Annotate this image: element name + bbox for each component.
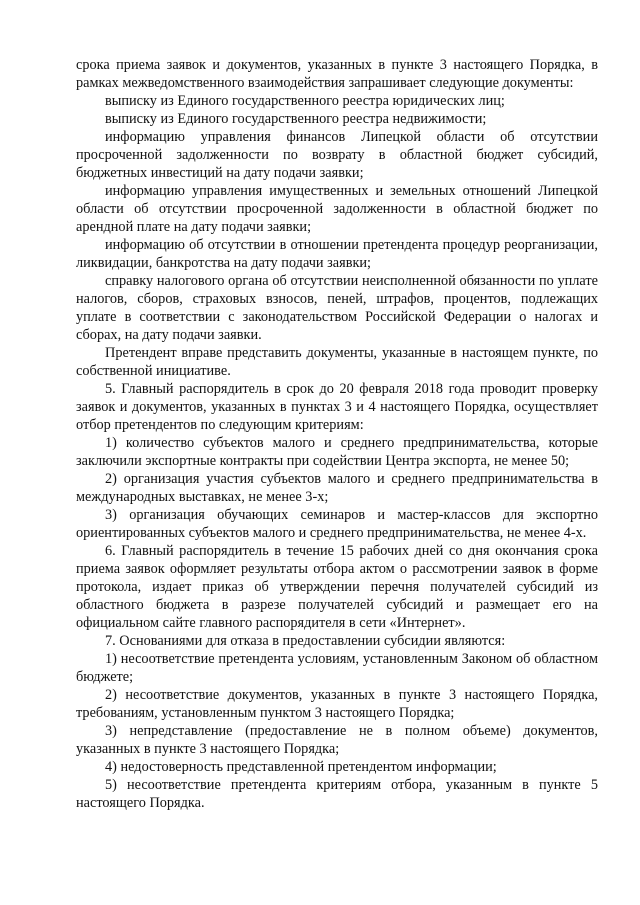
paragraph-tax-certificate: справку налогового органа об отсутствии неисполненной обязанности по уплате налогов, сборов, страховых взносов, пеней, штрафов, процентов, подлежащих уплате в соответствии с законодательством Российской Федерации о налогах и сборах, на дату подачи заявки. — [76, 273, 598, 343]
paragraph-refusal-1: 1) несоответствие претендента условиям, установленным Законом об областном бюджете; — [76, 651, 598, 685]
paragraph-continuation: срока приема заявок и документов, указанных в пункте 3 настоящего Порядка, в рамках межведомственного взаимодействия запрашивает следующие документы: — [76, 57, 598, 91]
paragraph-real-estate-extract: выписку из Единого государственного реестра недвижимости; — [105, 111, 487, 127]
paragraph-legal-entities-extract: выписку из Единого государственного реестра юридических лиц; — [105, 93, 505, 109]
paragraph-criterion-1: 1) количество субъектов малого и среднего предпринимательства, которые заключили экспортные контракты при содействии Центра экспорта, не менее 50; — [76, 435, 598, 469]
paragraph-item-6: 6. Главный распорядитель в течение 15 рабочих дней со дня окончания срока приема заявок оформляет результаты отбора актом о рассмотрении заявок в форме протокола, издает приказ об утверждении перечня получателей субсидий из областного бюджета в разрезе получателей субсидий и размещает его на официальном сайте главного распорядителя в сети «Интернет». — [76, 543, 598, 631]
paragraph-bankruptcy-info: информацию об отсутствии в отношении претендента процедур реорганизации, ликвидации, банкротства на дату подачи заявки; — [76, 237, 598, 271]
paragraph-refusal-5: 5) несоответствие претендента критериям отбора, указанным в пункте 5 настоящего Порядка. — [76, 777, 598, 811]
paragraph-refusal-3: 3) непредставление (предоставление не в полном объеме) документов, указанных в пункте 3 настоящего Порядка; — [76, 723, 598, 757]
paragraph-criterion-2: 2) организация участия субъектов малого и среднего предпринимательства в международных выставках, не менее 3-х; — [76, 471, 598, 505]
paragraph-refusal-4: 4) недостоверность представленной претендентом информации; — [105, 759, 497, 775]
paragraph-criterion-3: 3) организация обучающих семинаров и мастер-классов для экспортно ориентированных субъектов малого и среднего предпринимательства, не менее 4-х. — [76, 507, 598, 541]
paragraph-refusal-2: 2) несоответствие документов, указанных в пункте 3 настоящего Порядка, требованиям, установленным пунктом 3 настоящего Порядка; — [76, 687, 598, 721]
paragraph-own-initiative: Претендент вправе представить документы, указанные в настоящем пункте, по собственной инициативе. — [76, 345, 598, 379]
paragraph-property-info: информацию управления имущественных и земельных отношений Липецкой области об отсутствии просроченной задолженности в областной бюджет по арендной плате на дату подачи заявки; — [76, 183, 598, 235]
paragraph-item-7: 7. Основаниями для отказа в предоставлении субсидии являются: — [105, 633, 506, 649]
paragraph-item-5: 5. Главный распорядитель в срок до 20 февраля 2018 года проводит проверку заявок и документов, указанных в пунктах 3 и 4 настоящего Порядка, осуществляет отбор претендентов по следующим критериям: — [76, 381, 598, 433]
paragraph-finance-info: информацию управления финансов Липецкой области об отсутствии просроченной задолженности по возврату в областной бюджет субсидий, бюджетных инвестиций на дату подачи заявки; — [76, 129, 598, 181]
